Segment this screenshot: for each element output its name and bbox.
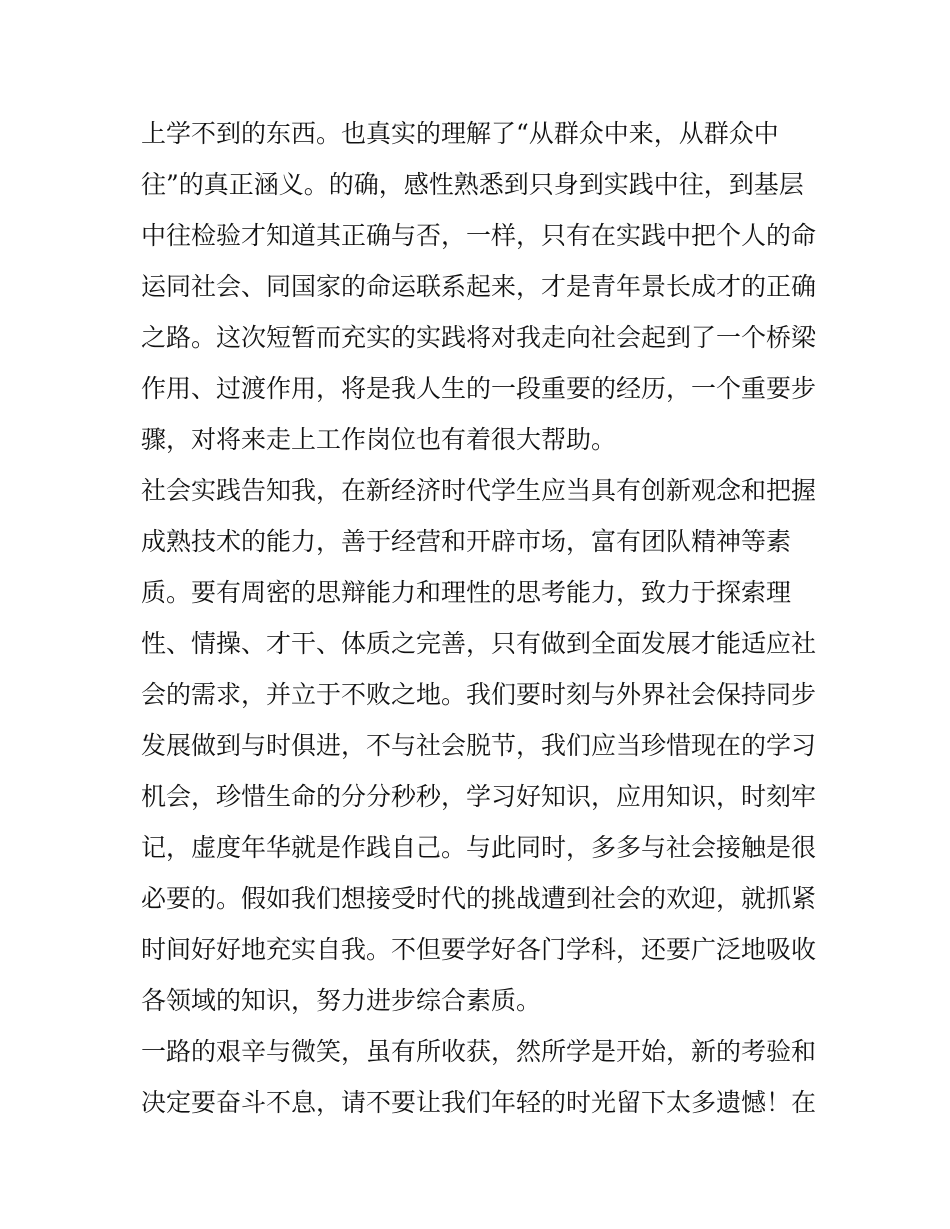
text-line: 时间好好地充实自我。不但要学好各门学科，还要广泛地吸收: [141, 935, 817, 964]
text-line: 发展做到与时俱进，不与社会脱节，我们应当珍惜现在的学习: [141, 731, 817, 760]
text-line: 往”的真正涵义。的确，感性熟悉到只身到实践中往，到基层: [141, 170, 804, 199]
text-line: 会的需求，并立于不败之地。我们要时刻与外界社会保持同步: [141, 680, 817, 709]
body-text: [141, 108, 821, 1128]
text-line: 中往检验才知道其正确与否，一样，只有在实践中把个人的命: [141, 221, 817, 250]
text-line: 质。要有周密的思辩能力和理性的思考能力，致力于探索理: [141, 578, 792, 607]
text-line: 记，虚度年华就是作践自己。与此同时，多多与社会接触是很: [141, 833, 817, 862]
text-line: 社会实践告知我，在新经济时代学生应当具有创新观念和把握: [141, 476, 817, 505]
text-line: 骤，对将来走上工作岗位也有着很大帮助。: [141, 425, 617, 454]
text-line: 机会，珍惜生命的分分秒秒，学习好知识，应用知识，时刻牢: [141, 782, 817, 811]
text-line: 性、情操、才干、体质之完善，只有做到全面发展才能适应社: [141, 629, 817, 658]
text-line: 成熟技术的能力，善于经营和开辟市场，富有团队精神等素: [141, 527, 792, 556]
text-line: 作用、过渡作用，将是我人生的一段重要的经历，一个重要步: [141, 374, 817, 403]
text-line: 一路的艰辛与微笑，虽有所收获，然所学是开始，新的考验和: [141, 1037, 817, 1066]
text-line: 运同社会、同国家的命运联系起来，才是青年景长成才的正确: [141, 272, 817, 301]
text-line: 各领域的知识，努力进步综合素质。: [141, 986, 542, 1015]
text-line: 必要的。假如我们想接受时代的挑战遭到社会的欢迎，就抓紧: [141, 884, 817, 913]
text-line: 决定要奋斗不息，请不要让我们年轻的时光留下太多遗憾！在: [141, 1088, 817, 1117]
text-line: 之路。这次短暂而充实的实践将对我走向社会起到了一个桥梁: [141, 323, 817, 352]
text-line: 上学不到的东西。也真实的理解了“从群众中来，从群众中: [141, 119, 779, 148]
